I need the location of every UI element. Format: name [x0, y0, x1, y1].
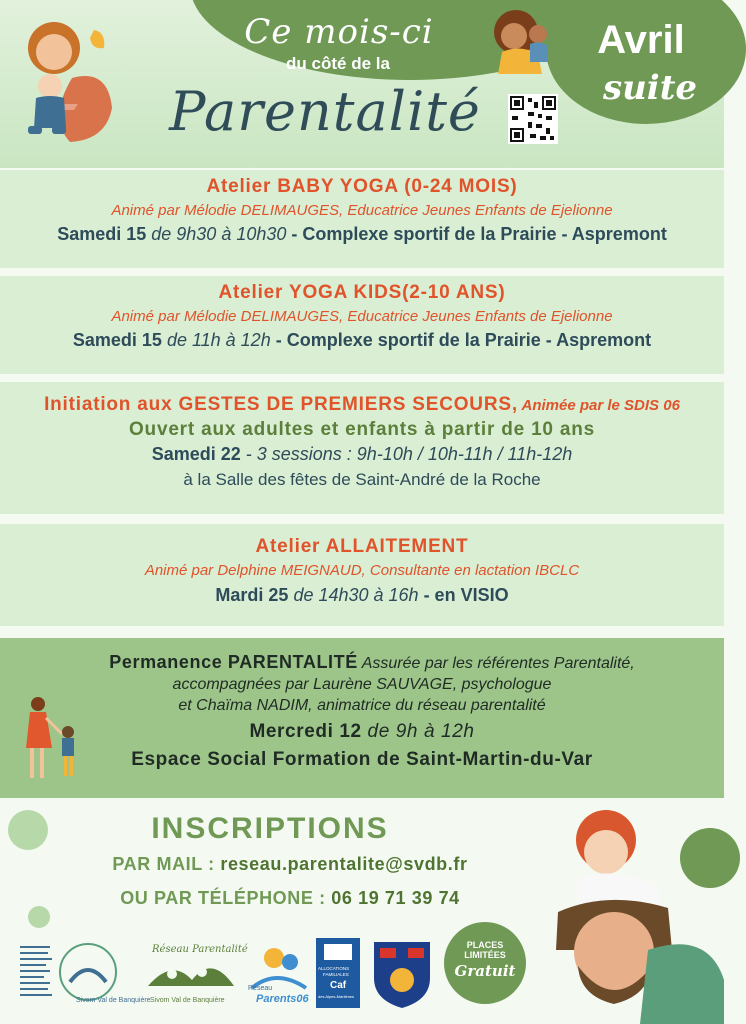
sivom-logo — [18, 938, 151, 1008]
permanence-title-caps: PARENTALITÉ — [227, 652, 358, 672]
caf-logo — [316, 938, 360, 1008]
event-time: de 14h30 à 16h — [288, 585, 424, 605]
event-animator: Animé par Delphine MEIGNAUD, Consultante en lactation IBCLC — [144, 562, 580, 579]
event-title — [0, 176, 724, 198]
event-day: Mardi 25 — [215, 585, 289, 605]
event-place: - en VISIO — [423, 585, 509, 605]
caf-logo-line-3: Caf — [330, 980, 347, 991]
event-schedule — [0, 585, 724, 606]
decorative-dot — [28, 906, 50, 928]
month-suite-label: suite — [602, 68, 698, 108]
event-title-prefix: Atelier — [206, 176, 278, 197]
places-limitees-badge — [444, 922, 526, 1004]
badge-line-2: LIMITÉES — [464, 950, 506, 960]
mail-label: PAR MAIL : — [112, 854, 221, 874]
event-day: Samedi 15 — [57, 224, 147, 244]
event-time: de 9h30 à 10h30 — [146, 224, 292, 244]
caf-logo-line-2: FAMILIALES — [323, 972, 349, 977]
phone-link[interactable]: 06 19 71 39 74 — [331, 888, 460, 908]
qr-code-icon[interactable] — [508, 94, 558, 144]
permanence-time: de 9h à 12h — [361, 721, 475, 742]
permanence-day: Mercredi 12 — [249, 721, 362, 742]
event-schedule — [0, 330, 724, 351]
permanence-schedule — [0, 721, 724, 743]
permanence-line-3: et Chaïma NADIM, animatrice du réseau parentalité — [178, 697, 546, 714]
caf-logo-line-1: ALLOCATIONS — [318, 966, 350, 971]
mother-child-walking-illustration — [16, 694, 88, 786]
month-label: Avril — [597, 18, 685, 62]
reseau-logo-subtext: Sivom Val de Banquière — [150, 997, 225, 1004]
event-allaitement — [0, 524, 724, 626]
sivom-logo-text: Sivom Val de Banquière — [76, 997, 151, 1004]
phone-label: OU PAR TÉLÉPHONE : — [120, 888, 332, 908]
reseau-parentalite-logo — [142, 938, 248, 1010]
event-yoga-kids — [0, 276, 724, 374]
permanence-section — [0, 638, 724, 798]
event-baby-yoga — [0, 170, 724, 268]
permanence-line-2: accompagnées par Laurène SAUVAGE, psychologue — [172, 676, 552, 693]
badge-line-1: PLACES — [466, 940, 504, 950]
event-title-caps: BABY YOGA (0-24 MOIS) — [277, 176, 518, 197]
inscriptions-mail — [80, 854, 500, 875]
permanence-title — [0, 652, 724, 673]
event-time: de 11h à 12h — [161, 330, 276, 350]
event-place: - Complexe sportif de la Prairie - Aspremont — [291, 224, 667, 244]
parents06-logo — [246, 938, 312, 1010]
event-day: Samedi 22 — [151, 444, 241, 464]
event-schedule — [0, 444, 724, 465]
event-day: Samedi 15 — [72, 330, 162, 350]
event-title — [0, 394, 724, 416]
event-title — [0, 536, 724, 558]
decorative-dot — [8, 810, 48, 850]
event-time: - 3 sessions : 9h-10h / 10h-11h / 11h-12h — [240, 444, 573, 464]
reseau-logo-text: Réseau Parentalité — [152, 944, 248, 955]
parents06-logo-text: Parents06 — [256, 993, 309, 1005]
event-audience: Ouvert aux adultes et enfants à partir de 10 ans — [128, 419, 596, 440]
mail-link[interactable]: reseau.parentalite@svdb.fr — [220, 854, 468, 874]
event-first-aid — [0, 382, 724, 514]
event-title-prefix: Initiation aux — [44, 394, 179, 415]
event-title-prefix: Atelier — [218, 282, 289, 303]
inscriptions-phone — [80, 888, 500, 909]
permanence-place: Espace Social Formation de Saint-Martin-du-Var — [131, 749, 593, 770]
parents06-logo-prefix: Réseau — [248, 985, 273, 992]
event-animator: Animé par Mélodie DELIMAUGES, Educatrice Jeunes Enfants de Ejelionne — [111, 202, 613, 219]
permanence-title-prefix: Permanence — [109, 652, 228, 672]
header-subtitle: du côté de la — [286, 54, 390, 73]
father-daughter-illustration — [548, 800, 724, 1024]
event-title-suffix: Animée par le SDIS 06 — [517, 397, 680, 414]
event-place: - Complexe sportif de la Prairie - Aspremont — [275, 330, 652, 350]
event-title — [0, 282, 724, 304]
inscriptions-title: INSCRIPTIONS — [151, 812, 389, 845]
mother-child-illustration — [8, 8, 128, 148]
event-animator: Animé par Mélodie DELIMAUGES, Educatrice Jeunes Enfants de Ejelionne — [111, 308, 613, 325]
event-schedule — [0, 224, 724, 245]
event-title-caps: ALLAITEMENT — [325, 536, 469, 557]
event-place: à la Salle des fêtes de Saint-André de la Roche — [183, 470, 541, 489]
partner-logos — [18, 938, 448, 1014]
departement-crest-logo — [370, 938, 434, 1010]
event-title-prefix: Atelier — [255, 536, 326, 557]
badge-free: Gratuit — [454, 962, 516, 980]
event-title-caps: GESTES DE PREMIERS SECOURS, — [178, 394, 518, 415]
event-title-caps: YOGA KIDS(2-10 ANS) — [288, 282, 506, 303]
caf-logo-line-4: des Alpes-Maritimes — [318, 994, 355, 999]
permanence-title-suffix: Assurée par les référentes Parentalité, — [357, 655, 635, 672]
header-kicker: Ce mois-ci — [244, 12, 434, 52]
page-title: Parentalité — [169, 80, 481, 143]
family-illustration — [486, 4, 558, 74]
header-banner — [0, 0, 724, 168]
